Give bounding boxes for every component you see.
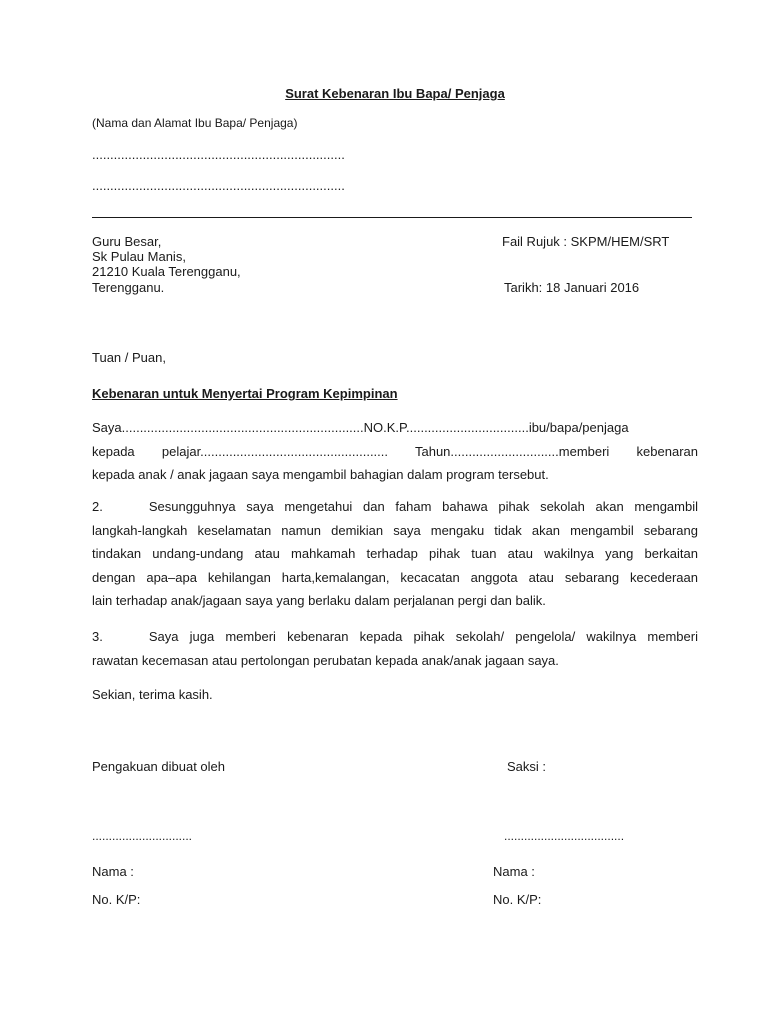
paragraph-3-line-2: rawatan kecemasan atau pertolongan perubatan kepada anak/anak jagaan saya. [92, 652, 559, 668]
recipient-line-2: Sk Pulau Manis, [92, 249, 186, 264]
paragraph-3-line-1: 3. Saya juga memberi kebenaran kepada pihak sekolah/ pengelola/ wakilnya memberi [92, 629, 698, 644]
closing-line: Sekian, terima kasih. [92, 687, 213, 702]
separator-rule [92, 217, 692, 218]
file-reference: Fail Rujuk : SKPM/HEM/SRT [502, 234, 670, 249]
paragraph-2-line-3: tindakan undang-undang atau mahkamah terhadap pihak tuan atau wakilnya yang berkaitan [92, 546, 698, 561]
recipient-line-1: Guru Besar, [92, 234, 162, 249]
paragraph-2-line-5: lain terhadap anak/jagaan saya yang berlaku dalam perjalanan pergi dan balik. [92, 593, 546, 608]
salutation: Tuan / Puan, [92, 350, 166, 365]
recipient-line-3: 21210 Kuala Terengganu, [92, 264, 241, 279]
recipient-line-4: Terengganu. [92, 280, 165, 295]
paragraph-2-line-4: dengan apa–apa kehilangan harta,kemalangan, kecacatan anggota atau sebarang kecederaan [92, 569, 698, 585]
paragraph-1 [92, 416, 698, 487]
declarant-signature-line: .............................. [92, 829, 193, 843]
declarant-ic-label: No. K/P: [92, 892, 141, 907]
witness-signature-line: .................................... [504, 829, 625, 843]
paragraph-2 [92, 495, 698, 613]
paragraph-1-line-2: kepada pelajar.................................................... Tahun..............................memberi kebenaran [92, 443, 698, 459]
sender-note: (Nama dan Alamat Ibu Bapa/ Penjaga) [92, 116, 298, 130]
declarant-name-label: Nama : [92, 864, 134, 879]
sender-address-line-2: ...................................................................... [92, 178, 345, 193]
subject-heading: Kebenaran untuk Menyertai Program Kepimpinan [92, 386, 398, 401]
letter-title: Surat Kebenaran Ibu Bapa/ Penjaga [285, 86, 505, 101]
paragraph-2-line-2: langkah-langkah keselamatan namun demikian saya mengaku tidak akan mengambil sebarang [92, 522, 698, 538]
witness-label: Saksi : [507, 759, 547, 774]
declarant-label: Pengakuan dibuat oleh [92, 759, 226, 774]
paragraph-1-line-1: Saya...................................................................NO.K.P..................................ibu/bapa/penjaga [92, 420, 629, 435]
witness-name-label: Nama : [493, 864, 535, 879]
witness-ic-label: No. K/P: [493, 892, 542, 907]
paragraph-3-number: 3. [92, 629, 103, 644]
paragraph-2-line-1: 2. Sesungguhnya saya mengetahui dan faham bahawa pihak sekolah akan mengambil [92, 499, 698, 514]
paragraph-1-line-3: kepada anak / anak jagaan saya mengambil bahagian dalam program tersebut. [92, 467, 549, 482]
letter-date: Tarikh: 18 Januari 2016 [504, 280, 640, 295]
sender-address-line-1: ...................................................................... [92, 147, 345, 162]
paragraph-3 [92, 625, 698, 672]
paragraph-2-number: 2. [92, 499, 103, 514]
